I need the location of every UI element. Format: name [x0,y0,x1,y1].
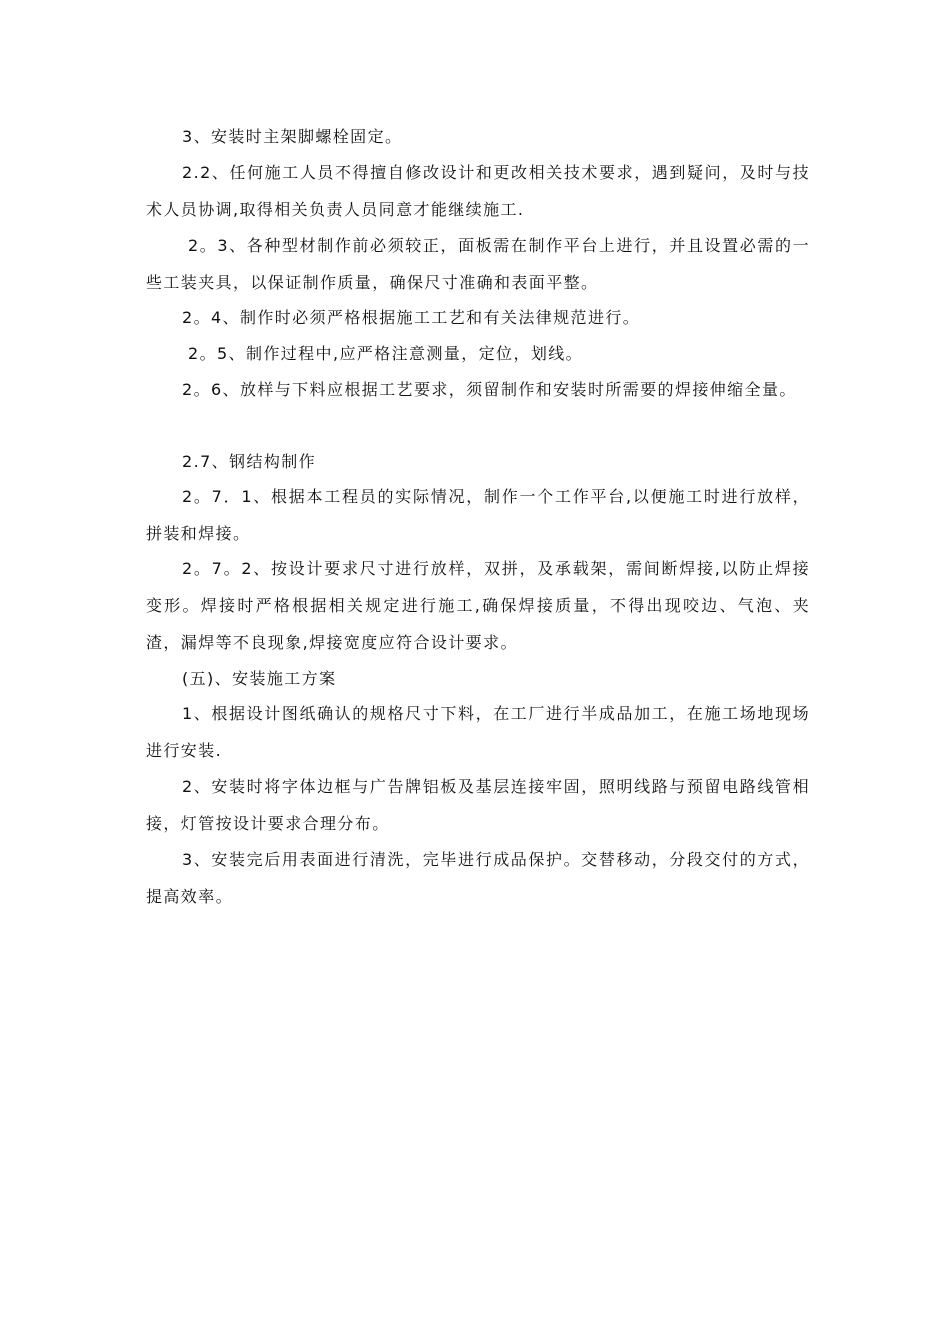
paragraph-1: 3、安装时主架脚螺栓固定。 [182,127,403,146]
paragraph-11: 1、根据设计图纸确认的规格尺寸下料，在工厂进行半成品加工，在施工场地现场进行安装. [146,704,810,760]
paragraph-7: 2.7、钢结构制作 [182,452,317,471]
paragraph-6: 2。6、放样与下料应根据工艺要求，须留制作和安装时所需要的焊接伸缩全量。 [182,380,797,399]
paragraph-9: 2。7。2、按设计要求尺寸进行放样，双拼，及承载架，需间断焊接,以防止焊接变形。焊接时严格根据相关规定进行施工,确保焊接质量，不得出现咬边、气泡、夹渣，漏焊等不良现象,焊接宽度应符合设计要求。 [146,559,810,652]
paragraph-4: 2。4、制作时必须严格根据施工工艺和有关法律规范进行。 [182,308,641,327]
paragraph-2: 2.2、任何施工人员不得擅自修改设计和更改相关技术要求，遇到疑问，及时与技术人员协调,取得相关负责人员同意才能继续施工. [146,163,810,219]
paragraph-8: 2。7．1、根据本工程员的实际情况，制作一个工作平台,以便施工时进行放样，拼装和焊接。 [146,487,810,543]
paragraph-13: 3、安装完后用表面进行清洗，完毕进行成品保护。交替移动，分段交付的方式，提高效率。 [146,850,810,906]
paragraph-10: (五)、安装施工方案 [182,669,337,688]
paragraph-3: 2。3、各种型材制作前必须较正，面板需在制作平台上进行，并且设置必需的一些工装夹具，以保证制作质量，确保尺寸准确和表面平整。 [146,236,810,292]
paragraph-12: 2、安装时将字体边框与广告牌铝板及基层连接牢固，照明线路与预留电路线管相接，灯管按设计要求合理分布。 [146,777,810,833]
paragraph-5: 2。5、制作过程中,应严格注意测量，定位，划线。 [188,344,584,363]
